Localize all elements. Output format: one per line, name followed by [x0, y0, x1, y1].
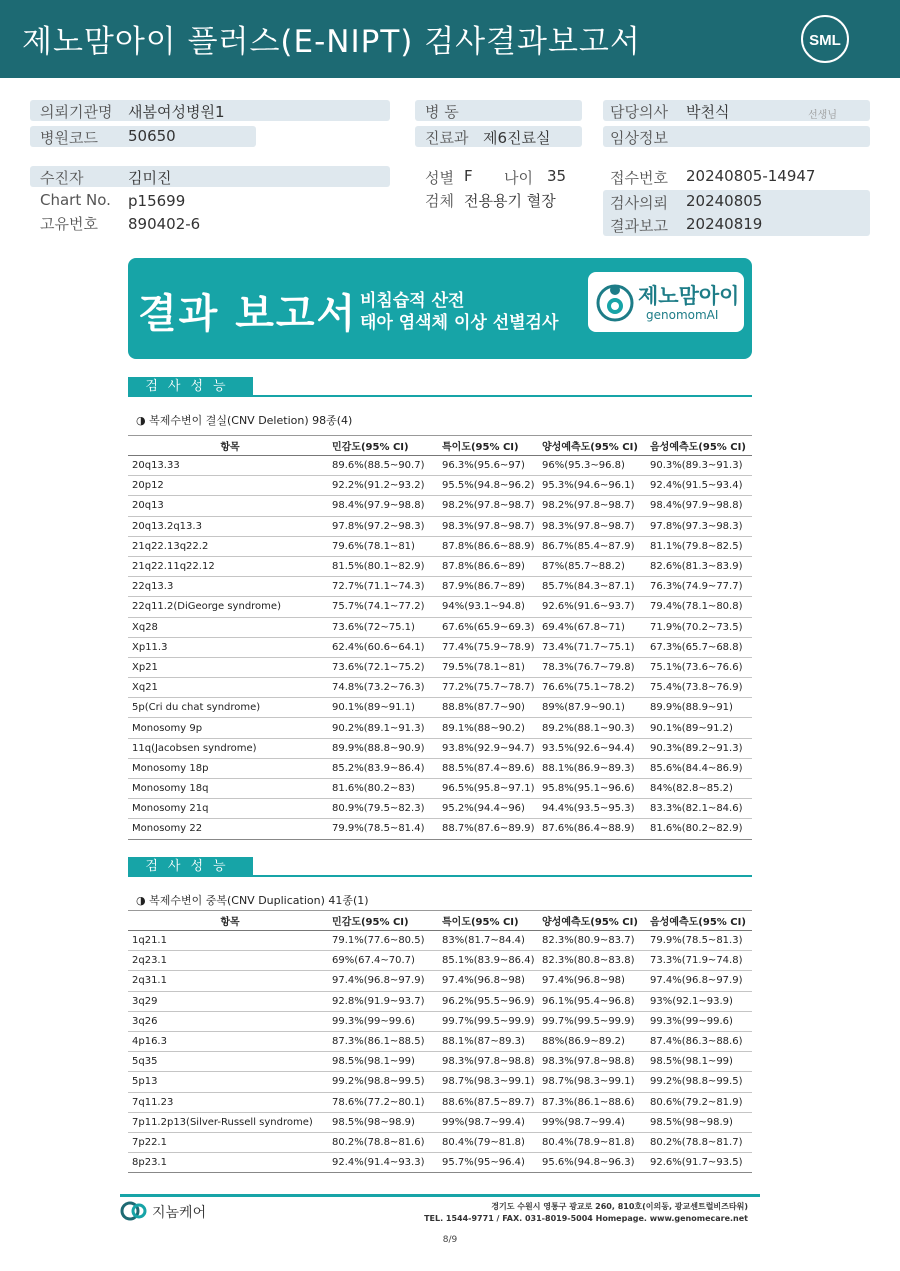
- banner-subtitle-line2: 태아 염색체 이상 선별검사: [360, 313, 559, 333]
- sex-value: F: [464, 167, 473, 185]
- institution-label: 의뢰기관명: [40, 103, 113, 121]
- cell-sensitivity: 92.8%(91.9~93.7): [328, 991, 438, 1011]
- section-tab-performance-2: 검사성능: [128, 857, 253, 877]
- cell-ppv: 98.7%(98.3~99.1): [538, 1072, 646, 1092]
- cell-npv: 67.3%(65.7~68.8): [646, 637, 752, 657]
- cell-ppv: 99.7%(99.5~99.9): [538, 1011, 646, 1031]
- header-item: 항목: [128, 911, 328, 931]
- report-date-label: 결과보고: [610, 217, 668, 235]
- duplication-performance-table: [128, 910, 752, 1173]
- footer-address: [424, 1201, 748, 1225]
- cell-ppv: 73.4%(71.7~75.1): [538, 637, 646, 657]
- cell-item: 21q22.13q22.2: [128, 536, 328, 556]
- table-header-row: [128, 436, 752, 456]
- cell-sensitivity: 79.6%(78.1~81): [328, 536, 438, 556]
- cell-item: Xp21: [128, 657, 328, 677]
- cell-ppv: 88.1%(86.9~89.3): [538, 758, 646, 778]
- duplication-subtitle: ◑ 복제수변이 중복(CNV Duplication) 41종(1): [136, 894, 369, 907]
- cell-ppv: 98.2%(97.8~98.7): [538, 496, 646, 516]
- cell-npv: 73.3%(71.9~74.8): [646, 951, 752, 971]
- cell-sensitivity: 72.7%(71.1~74.3): [328, 577, 438, 597]
- table-row: [128, 698, 752, 718]
- table-row: [128, 819, 752, 839]
- table-row: [128, 1132, 752, 1152]
- cell-specificity: 95.7%(95~96.4): [438, 1153, 538, 1173]
- table-row: [128, 657, 752, 677]
- cell-sensitivity: 62.4%(60.6~64.1): [328, 637, 438, 657]
- table-row: [128, 1031, 752, 1051]
- table-row: [128, 1112, 752, 1132]
- cell-item: 2q31.1: [128, 971, 328, 991]
- cell-specificity: 87.9%(86.7~89): [438, 577, 538, 597]
- cell-specificity: 77.4%(75.9~78.9): [438, 637, 538, 657]
- table-row: [128, 718, 752, 738]
- table-row: [128, 516, 752, 536]
- table-row: [128, 597, 752, 617]
- cell-ppv: 88%(86.9~89.2): [538, 1031, 646, 1051]
- table-row: [128, 496, 752, 516]
- cell-ppv: 87.6%(86.4~88.9): [538, 819, 646, 839]
- cell-item: Monosomy 22: [128, 819, 328, 839]
- cell-ppv: 96%(95.3~96.8): [538, 456, 646, 476]
- cell-ppv: 99%(98.7~99.4): [538, 1112, 646, 1132]
- cell-specificity: 83%(81.7~84.4): [438, 931, 538, 951]
- page-title: 제노맘아이 플러스(E-NIPT) 검사결과보고서: [22, 24, 641, 60]
- cell-sensitivity: 87.3%(86.1~88.5): [328, 1031, 438, 1051]
- cell-specificity: 99%(98.7~99.4): [438, 1112, 538, 1132]
- footer-address-line2: TEL. 1544-9771 / FAX. 031-8019-5004 Homepage. www.genomecare.net: [424, 1214, 748, 1223]
- cell-item: 22q11.2(DiGeorge syndrome): [128, 597, 328, 617]
- section-tab-performance-1: 검사성능: [128, 377, 253, 397]
- table-row: [128, 577, 752, 597]
- deletion-subtitle: ◑ 복제수변이 결실(CNV Deletion) 98종(4): [136, 414, 353, 427]
- cell-ppv: 76.6%(75.1~78.2): [538, 678, 646, 698]
- cell-npv: 98.5%(98~98.9): [646, 1112, 752, 1132]
- cell-npv: 82.6%(81.3~83.9): [646, 556, 752, 576]
- cell-ppv: 95.3%(94.6~96.1): [538, 476, 646, 496]
- cell-npv: 99.3%(99~99.6): [646, 1011, 752, 1031]
- cell-item: 11q(Jacobsen syndrome): [128, 738, 328, 758]
- request-date-value: 20240805: [686, 192, 763, 210]
- cell-npv: 75.4%(73.8~76.9): [646, 678, 752, 698]
- cell-sensitivity: 80.9%(79.5~82.3): [328, 799, 438, 819]
- table-row: [128, 799, 752, 819]
- table-row: [128, 678, 752, 698]
- table-row: [128, 1092, 752, 1112]
- cell-npv: 93%(92.1~93.9): [646, 991, 752, 1011]
- cell-ppv: 94.4%(93.5~95.3): [538, 799, 646, 819]
- cell-sensitivity: 85.2%(83.9~86.4): [328, 758, 438, 778]
- cell-npv: 97.8%(97.3~98.3): [646, 516, 752, 536]
- cell-item: 5q35: [128, 1052, 328, 1072]
- table-row: [128, 1052, 752, 1072]
- cell-npv: 85.6%(84.4~86.9): [646, 758, 752, 778]
- doctor-suffix: 선생님: [808, 110, 837, 121]
- cell-npv: 76.3%(74.9~77.7): [646, 577, 752, 597]
- cell-npv: 71.9%(70.2~73.5): [646, 617, 752, 637]
- patient-value: 김미진: [128, 169, 172, 187]
- banner-subtitle-line1: 비침습적 산전: [360, 291, 465, 311]
- cell-ppv: 82.3%(80.8~83.8): [538, 951, 646, 971]
- cell-npv: 80.2%(78.8~81.7): [646, 1132, 752, 1152]
- cell-specificity: 77.2%(75.7~78.7): [438, 678, 538, 698]
- cell-specificity: 79.5%(78.1~81): [438, 657, 538, 677]
- header-sensitivity: 민감도(95% CI): [328, 436, 438, 456]
- cell-npv: 90.3%(89.2~91.3): [646, 738, 752, 758]
- cell-ppv: 89%(87.9~90.1): [538, 698, 646, 718]
- department-label: 진료과: [425, 129, 469, 147]
- cell-sensitivity: 97.8%(97.2~98.3): [328, 516, 438, 536]
- cell-ppv: 92.6%(91.6~93.7): [538, 597, 646, 617]
- cell-specificity: 80.4%(79~81.8): [438, 1132, 538, 1152]
- accession-label: 접수번호: [610, 169, 668, 187]
- section-divider: [128, 875, 752, 877]
- clinical-info-label: 임상정보: [610, 129, 668, 147]
- doctor-value: 박천식: [686, 103, 730, 121]
- cell-ppv: 69.4%(67.8~71): [538, 617, 646, 637]
- header-sensitivity: 민감도(95% CI): [328, 911, 438, 931]
- cell-sensitivity: 97.4%(96.8~97.9): [328, 971, 438, 991]
- header-npv: 음성예측도(95% CI): [646, 911, 752, 931]
- cell-specificity: 88.8%(87.7~90): [438, 698, 538, 718]
- table-row: [128, 1011, 752, 1031]
- cell-sensitivity: 74.8%(73.2~76.3): [328, 678, 438, 698]
- cell-sensitivity: 99.3%(99~99.6): [328, 1011, 438, 1031]
- cell-specificity: 87.8%(86.6~89): [438, 556, 538, 576]
- cell-sensitivity: 69%(67.4~70.7): [328, 951, 438, 971]
- cell-ppv: 87%(85.7~88.2): [538, 556, 646, 576]
- cell-npv: 90.1%(89~91.2): [646, 718, 752, 738]
- request-date-label: 검사의뢰: [610, 194, 668, 212]
- chart-no-label: Chart No.: [40, 191, 111, 209]
- cell-sensitivity: 81.5%(80.1~82.9): [328, 556, 438, 576]
- cell-sensitivity: 89.9%(88.8~90.9): [328, 738, 438, 758]
- cell-item: Monosomy 21q: [128, 799, 328, 819]
- footer-address-line1: 경기도 수원시 영통구 광교로 260, 810호(이의동, 광교센트럴비즈타워): [491, 1202, 748, 1211]
- cell-sensitivity: 79.1%(77.6~80.5): [328, 931, 438, 951]
- table-row: [128, 536, 752, 556]
- cell-item: Monosomy 9p: [128, 718, 328, 738]
- result-banner: [128, 258, 752, 359]
- cell-sensitivity: 73.6%(72~75.1): [328, 617, 438, 637]
- cell-specificity: 96.5%(95.8~97.1): [438, 779, 538, 799]
- cell-item: 21q22.11q22.12: [128, 556, 328, 576]
- cell-sensitivity: 78.6%(77.2~80.1): [328, 1092, 438, 1112]
- age-label: 나이: [504, 169, 533, 187]
- cell-ppv: 86.7%(85.4~87.9): [538, 536, 646, 556]
- cell-ppv: 97.4%(96.8~98): [538, 971, 646, 991]
- cell-specificity: 88.1%(87~89.3): [438, 1031, 538, 1051]
- cell-sensitivity: 90.2%(89.1~91.3): [328, 718, 438, 738]
- cell-specificity: 93.8%(92.9~94.7): [438, 738, 538, 758]
- cell-sensitivity: 80.2%(78.8~81.6): [328, 1132, 438, 1152]
- cell-ppv: 93.5%(92.6~94.4): [538, 738, 646, 758]
- cell-npv: 83.3%(82.1~84.6): [646, 799, 752, 819]
- table-row: [128, 951, 752, 971]
- genomecare-logo: [120, 1201, 230, 1223]
- table-row: [128, 971, 752, 991]
- cell-item: 7p11.2p13(Silver-Russell syndrome): [128, 1112, 328, 1132]
- cell-item: 5p(Cri du chat syndrome): [128, 698, 328, 718]
- table-row: [128, 931, 752, 951]
- cell-specificity: 89.1%(88~90.2): [438, 718, 538, 738]
- sml-logo-icon: [800, 14, 850, 64]
- page-number: 8/9: [442, 1235, 458, 1245]
- ward-label: 병 동: [425, 103, 459, 121]
- cell-item: 20q13.33: [128, 456, 328, 476]
- cell-item: Xq21: [128, 678, 328, 698]
- hospital-code-label: 병원코드: [40, 129, 98, 147]
- cell-ppv: 80.4%(78.9~81.8): [538, 1132, 646, 1152]
- genomom-logo-sub: genomomAI: [646, 308, 719, 322]
- cell-sensitivity: 79.9%(78.5~81.4): [328, 819, 438, 839]
- cell-ppv: 95.6%(94.8~96.3): [538, 1153, 646, 1173]
- cell-specificity: 96.2%(95.5~96.9): [438, 991, 538, 1011]
- banner-title: 결과 보고서: [138, 291, 358, 337]
- cell-item: 7q11.23: [128, 1092, 328, 1112]
- accession-value: 20240805-14947: [686, 167, 816, 185]
- cell-item: 7p22.1: [128, 1132, 328, 1152]
- cell-sensitivity: 89.6%(88.5~90.7): [328, 456, 438, 476]
- cell-item: Xq28: [128, 617, 328, 637]
- cell-sensitivity: 75.7%(74.1~77.2): [328, 597, 438, 617]
- header-specificity: 특이도(95% CI): [438, 911, 538, 931]
- table-row: [128, 758, 752, 778]
- table-row: [128, 456, 752, 476]
- cell-npv: 81.6%(80.2~82.9): [646, 819, 752, 839]
- cell-specificity: 96.3%(95.6~97): [438, 456, 538, 476]
- deletion-performance-table: [128, 435, 752, 840]
- cell-sensitivity: 99.2%(98.8~99.5): [328, 1072, 438, 1092]
- header-bar: [0, 0, 900, 78]
- genomecare-logo-text: 지놈케어: [152, 1205, 207, 1221]
- cell-ppv: 95.8%(95.1~96.6): [538, 779, 646, 799]
- cell-item: 4p16.3: [128, 1031, 328, 1051]
- cell-specificity: 99.7%(99.5~99.9): [438, 1011, 538, 1031]
- cell-sensitivity: 98.4%(97.9~98.8): [328, 496, 438, 516]
- table-header-row: [128, 911, 752, 931]
- cell-item: 3q29: [128, 991, 328, 1011]
- cell-npv: 89.9%(88.9~91): [646, 698, 752, 718]
- sex-label: 성별: [425, 169, 454, 187]
- cell-ppv: 96.1%(95.4~96.8): [538, 991, 646, 1011]
- cell-ppv: 98.3%(97.8~98.8): [538, 1052, 646, 1072]
- cell-npv: 99.2%(98.8~99.5): [646, 1072, 752, 1092]
- specimen-value: 전용용기 혈장: [464, 192, 556, 210]
- cell-specificity: 95.2%(94.4~96): [438, 799, 538, 819]
- institution-value: 새봄여성병원1: [128, 103, 225, 121]
- cell-npv: 75.1%(73.6~76.6): [646, 657, 752, 677]
- mother-baby-icon: [596, 282, 634, 322]
- cell-npv: 98.5%(98.1~99): [646, 1052, 752, 1072]
- cell-npv: 81.1%(79.8~82.5): [646, 536, 752, 556]
- cell-specificity: 94%(93.1~94.8): [438, 597, 538, 617]
- banner-subtitle: [360, 290, 558, 334]
- unique-no-value: 890402-6: [128, 215, 201, 233]
- cell-ppv: 87.3%(86.1~88.6): [538, 1092, 646, 1112]
- cell-sensitivity: 98.5%(98~98.9): [328, 1112, 438, 1132]
- cell-specificity: 87.8%(86.6~88.9): [438, 536, 538, 556]
- cell-specificity: 98.3%(97.8~98.8): [438, 1052, 538, 1072]
- hospital-code-value: 50650: [128, 127, 176, 145]
- cell-npv: 98.4%(97.9~98.8): [646, 496, 752, 516]
- genomecare-logo-icon: [120, 1201, 148, 1221]
- table-row: [128, 779, 752, 799]
- cell-sensitivity: 73.6%(72.1~75.2): [328, 657, 438, 677]
- cell-ppv: 98.3%(97.8~98.7): [538, 516, 646, 536]
- cell-item: Monosomy 18p: [128, 758, 328, 778]
- cell-npv: 87.4%(86.3~88.6): [646, 1031, 752, 1051]
- cell-ppv: 78.3%(76.7~79.8): [538, 657, 646, 677]
- sml-logo-text: SML: [809, 32, 841, 49]
- cell-item: 3q26: [128, 1011, 328, 1031]
- cell-npv: 84%(82.8~85.2): [646, 779, 752, 799]
- table-row: [128, 1072, 752, 1092]
- cell-item: Monosomy 18q: [128, 779, 328, 799]
- cell-npv: 80.6%(79.2~81.9): [646, 1092, 752, 1112]
- doctor-label: 담당의사: [610, 103, 668, 121]
- cell-item: 5p13: [128, 1072, 328, 1092]
- age-value: 35: [547, 167, 567, 185]
- cell-npv: 92.6%(91.7~93.5): [646, 1153, 752, 1173]
- footer-divider: [120, 1194, 760, 1197]
- cell-specificity: 88.5%(87.4~89.6): [438, 758, 538, 778]
- header-npv: 음성예측도(95% CI): [646, 436, 752, 456]
- cell-item: 20q13: [128, 496, 328, 516]
- cell-specificity: 98.7%(98.3~99.1): [438, 1072, 538, 1092]
- specimen-label: 검체: [425, 192, 454, 210]
- cell-item: 20p12: [128, 476, 328, 496]
- cell-npv: 79.4%(78.1~80.8): [646, 597, 752, 617]
- cell-specificity: 95.5%(94.8~96.2): [438, 476, 538, 496]
- patient-label: 수진자: [40, 169, 84, 187]
- cell-npv: 90.3%(89.3~91.3): [646, 456, 752, 476]
- cell-ppv: 89.2%(88.1~90.3): [538, 718, 646, 738]
- cell-specificity: 67.6%(65.9~69.3): [438, 617, 538, 637]
- cell-item: 1q21.1: [128, 931, 328, 951]
- header-ppv: 양성예측도(95% CI): [538, 911, 646, 931]
- cell-npv: 92.4%(91.5~93.4): [646, 476, 752, 496]
- cell-sensitivity: 92.2%(91.2~93.2): [328, 476, 438, 496]
- cell-ppv: 82.3%(80.9~83.7): [538, 931, 646, 951]
- table-row: [128, 991, 752, 1011]
- header-item: 항목: [128, 436, 328, 456]
- cell-sensitivity: 92.4%(91.4~93.3): [328, 1153, 438, 1173]
- cell-specificity: 85.1%(83.9~86.4): [438, 951, 538, 971]
- cell-npv: 97.4%(96.8~97.9): [646, 971, 752, 991]
- cell-item: 22q13.3: [128, 577, 328, 597]
- department-value: 제6진료실: [483, 129, 551, 147]
- cell-sensitivity: 81.6%(80.2~83): [328, 779, 438, 799]
- cell-specificity: 88.6%(87.5~89.7): [438, 1092, 538, 1112]
- cell-npv: 79.9%(78.5~81.3): [646, 931, 752, 951]
- cell-specificity: 97.4%(96.8~98): [438, 971, 538, 991]
- cell-sensitivity: 90.1%(89~91.1): [328, 698, 438, 718]
- cell-ppv: 85.7%(84.3~87.1): [538, 577, 646, 597]
- patient-row-bg: [30, 166, 390, 187]
- genomom-logo-name: 제노맘아이: [638, 284, 740, 308]
- cell-item: 8p23.1: [128, 1153, 328, 1173]
- table-row: [128, 556, 752, 576]
- section-divider: [128, 395, 752, 397]
- table-row: [128, 617, 752, 637]
- table-row: [128, 476, 752, 496]
- genomom-logo: [588, 272, 744, 332]
- cell-specificity: 98.3%(97.8~98.7): [438, 516, 538, 536]
- table-row: [128, 1153, 752, 1173]
- cell-item: 20q13.2q13.3: [128, 516, 328, 536]
- cell-specificity: 88.7%(87.6~89.9): [438, 819, 538, 839]
- unique-no-label: 고유번호: [40, 215, 98, 233]
- cell-item: Xp11.3: [128, 637, 328, 657]
- cell-specificity: 98.2%(97.8~98.7): [438, 496, 538, 516]
- report-date-value: 20240819: [686, 215, 763, 233]
- chart-no-value: p15699: [128, 192, 186, 210]
- cell-item: 2q23.1: [128, 951, 328, 971]
- cell-sensitivity: 98.5%(98.1~99): [328, 1052, 438, 1072]
- table-row: [128, 738, 752, 758]
- table-row: [128, 637, 752, 657]
- header-ppv: 양성예측도(95% CI): [538, 436, 646, 456]
- header-specificity: 특이도(95% CI): [438, 436, 538, 456]
